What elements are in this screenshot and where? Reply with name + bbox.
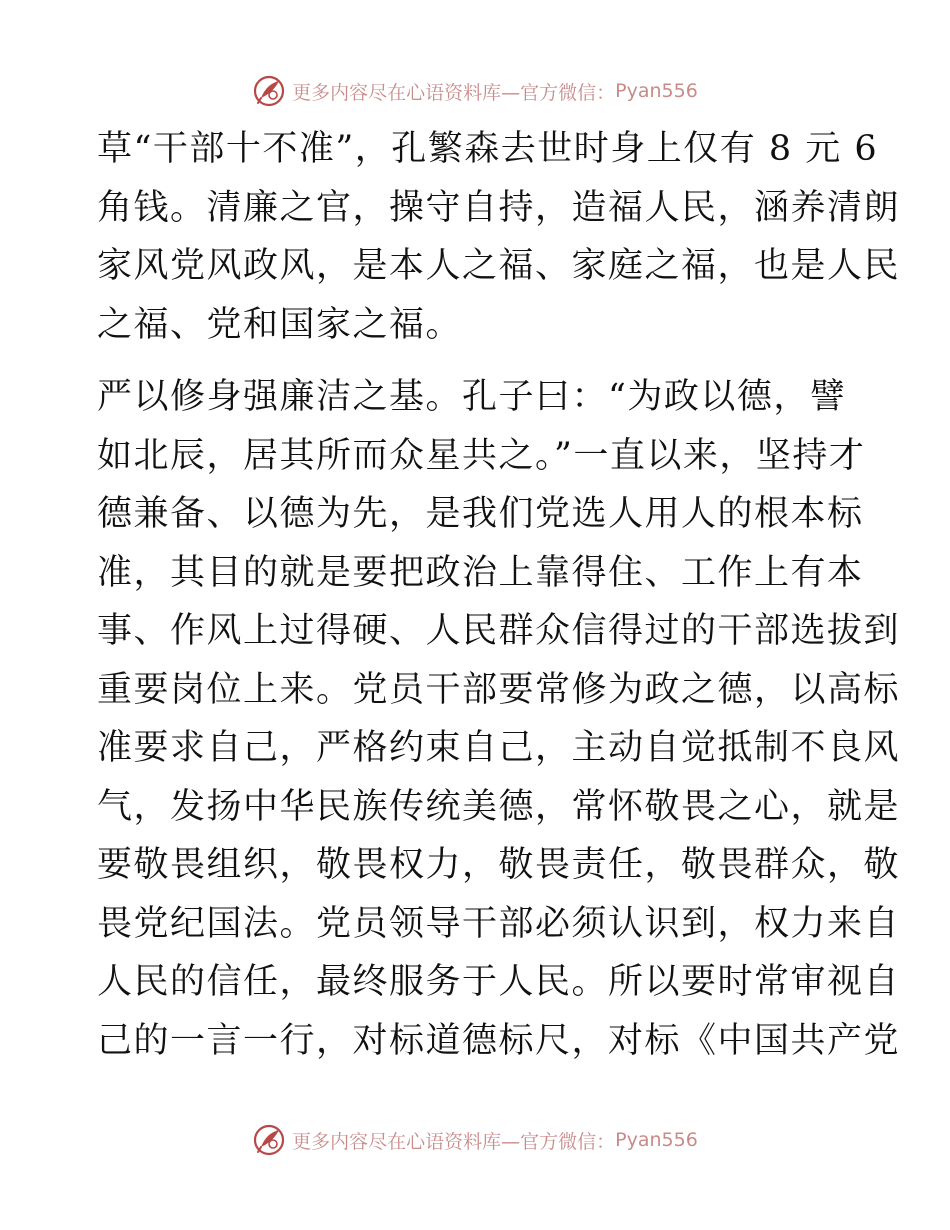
- text-line: 家风党风政风，是本人之福、家庭之福，也是人民: [97, 246, 901, 286]
- footer-watermark: [0, 1120, 950, 1160]
- watermark-text: 更多内容尽在心语资料库—官方微信：: [292, 1130, 616, 1153]
- watermark-wechat-id: Pyan556: [615, 1129, 698, 1151]
- text-line: 准要求自己，严格约束自己，主动自觉抵制不良风: [97, 728, 901, 768]
- text-line: 严以修身强廉洁之基。孔子曰：“为政以德，譬: [97, 377, 847, 417]
- text-line: 畏党纪国法。党员领导干部必须认识到，权力来自: [97, 903, 901, 944]
- quill-logo-icon: [252, 74, 286, 108]
- text-line: 事、作风上过得硬、人民群众信得过的干部选拔到: [97, 611, 901, 651]
- text-line: 草“干部十不准”，孔繁森去世时身上仅有 8 元 6: [97, 129, 879, 169]
- watermark-wechat-id: Pyan556: [615, 80, 698, 102]
- paragraph-2: [97, 368, 901, 1070]
- text-line: 要敬畏组织，敬畏权力，敬畏责任，敬畏群众，敬: [97, 845, 901, 885]
- text-line: 角钱。清廉之官，操守自持，造福人民，涵养清朗: [97, 187, 901, 228]
- paragraph-1: [97, 120, 901, 354]
- watermark-text: 更多内容尽在心语资料库—官方微信：: [292, 81, 616, 104]
- text-line: 己的一言一行，对标道德标尺，对标《中国共产党: [97, 1020, 901, 1061]
- text-line: 人民的信任，最终服务于人民。所以要时常审视自: [97, 962, 901, 1002]
- text-line: 准，其目的就是要把政治上靠得住、工作上有本: [97, 552, 864, 593]
- document-body: [97, 120, 901, 1070]
- header-watermark: [0, 71, 950, 111]
- text-line: 如北辰，居其所而众星共之。”一直以来，坚持才: [97, 435, 866, 476]
- text-line: 重要岗位上来。党员干部要常修为政之德，以高标: [97, 669, 901, 710]
- text-line: 气，发扬中华民族传统美德，常怀敬畏之心，就是: [97, 786, 901, 827]
- quill-logo-icon: [252, 1123, 286, 1157]
- text-line: 德兼备、以德为先，是我们党选人用人的根本标: [97, 494, 864, 534]
- text-line: 之福、党和国家之福。: [97, 304, 463, 345]
